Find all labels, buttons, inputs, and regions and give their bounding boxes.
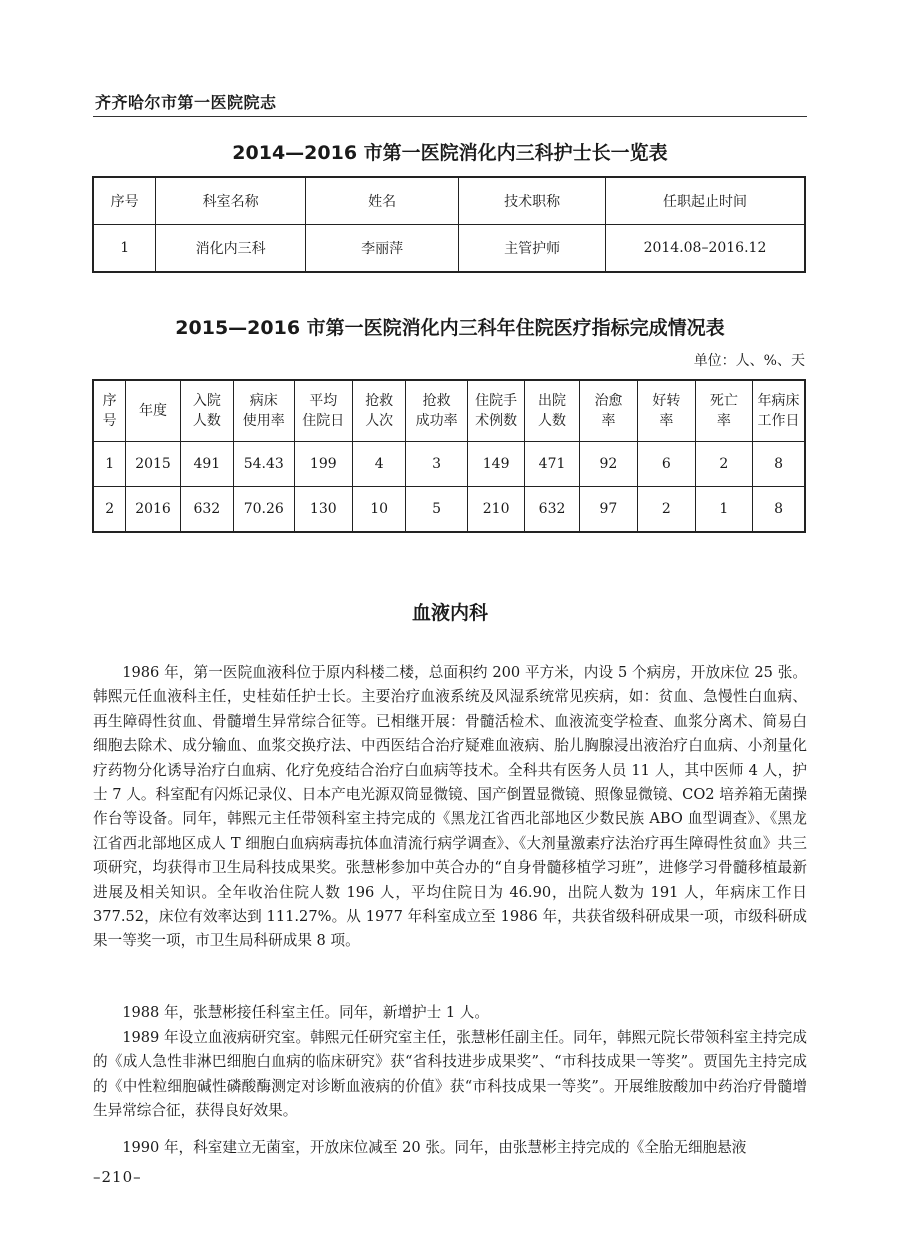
page-number: –210– bbox=[93, 1168, 142, 1186]
table2-header-cell: 平均 住院日 bbox=[294, 380, 352, 442]
table2-header-cell: 死亡 率 bbox=[695, 380, 752, 442]
table2-header-cell: 入院 人数 bbox=[180, 380, 233, 442]
table-row bbox=[93, 442, 805, 487]
table2-header-cell: 年度 bbox=[126, 380, 180, 442]
header-rule bbox=[93, 116, 807, 117]
table-cell: 10 bbox=[353, 487, 406, 533]
table-cell: 2014.08–2016.12 bbox=[605, 225, 805, 273]
table2-header-cell: 抢救 人次 bbox=[353, 380, 406, 442]
table2-header-cell: 序 号 bbox=[93, 380, 126, 442]
table-cell: 632 bbox=[180, 487, 233, 533]
table-cell: 消化内三科 bbox=[156, 225, 306, 273]
table-cell: 2016 bbox=[126, 487, 180, 533]
table2-header-row bbox=[93, 380, 805, 442]
table1-header-cell: 任职起止时间 bbox=[605, 177, 805, 225]
table-row bbox=[93, 487, 805, 533]
table1-header-row bbox=[93, 177, 805, 225]
table-cell: 97 bbox=[579, 487, 637, 533]
section-title: 血液内科 bbox=[411, 602, 488, 624]
table-cell: 491 bbox=[180, 442, 233, 487]
table-cell: 2015 bbox=[126, 442, 180, 487]
table-cell: 3 bbox=[406, 442, 468, 487]
table-cell: 主管护师 bbox=[459, 225, 606, 273]
table-cell: 199 bbox=[294, 442, 352, 487]
table-cell: 92 bbox=[579, 442, 637, 487]
table1-title: 2014—2016 市第一医院消化内三科护士长一览表 bbox=[232, 142, 668, 164]
table-cell: 210 bbox=[467, 487, 524, 533]
table2-title: 2015—2016 市第一医院消化内三科年住院医疗指标完成情况表 bbox=[175, 317, 725, 339]
table-cell: 1 bbox=[695, 487, 752, 533]
table2-unit-note: 单位：人、%、天 bbox=[693, 353, 805, 369]
table2-header-cell: 出院 人数 bbox=[525, 380, 579, 442]
table-cell: 54.43 bbox=[234, 442, 295, 487]
table-cell: 6 bbox=[638, 442, 695, 487]
table2-header-cell: 病床 使用率 bbox=[234, 380, 295, 442]
table-cell: 130 bbox=[294, 487, 352, 533]
table-cell: 2 bbox=[93, 487, 126, 533]
table2-header-cell: 年病床 工作日 bbox=[753, 380, 805, 442]
table2-header-cell: 治愈 率 bbox=[579, 380, 637, 442]
body-paragraph: 1990 年，科室建立无菌室，开放床位减至 20 张。同年，由张慧彬主持完成的《全胎无细胞悬液 bbox=[122, 1139, 747, 1156]
table-cell: 632 bbox=[525, 487, 579, 533]
table1-header-cell: 技术职称 bbox=[459, 177, 606, 225]
table-cell: 1 bbox=[93, 442, 126, 487]
table1-header-cell: 科室名称 bbox=[156, 177, 306, 225]
table2-header-cell: 好转 率 bbox=[638, 380, 695, 442]
running-head: 齐齐哈尔市第一医院院志 bbox=[95, 93, 277, 112]
head-nurse-table bbox=[92, 176, 806, 273]
table-cell: 471 bbox=[525, 442, 579, 487]
table-cell: 4 bbox=[353, 442, 406, 487]
body-paragraph: 1989 年设立血液病研究室。韩熙元任研究室主任，张慧彬任副主任。同年，韩熙元院长带领科室主持完成的《成人急性非淋巴细胞白血病的临床研究》获“省科技进步成果奖”、“市科技成果一等奖”。贾国先主持完成的《中性粒细胞碱性磷酸酶测定对诊断血液病的价值》获“市科技成果一等奖”。开展维胺酸加中药治疗骨髓增生异常综合征，获得良好效果。 bbox=[93, 1029, 807, 1120]
body-paragraph: 1988 年，张慧彬接任科室主任。同年，新增护士 1 人。 bbox=[122, 1004, 489, 1021]
inpatient-indicator-table bbox=[92, 379, 806, 533]
table-cell: 8 bbox=[753, 442, 805, 487]
table-cell: 1 bbox=[93, 225, 156, 273]
table1-header-cell: 序号 bbox=[93, 177, 156, 225]
table-row bbox=[93, 225, 805, 273]
table-cell: 2 bbox=[695, 442, 752, 487]
table-cell: 李丽萍 bbox=[305, 225, 459, 273]
table2-header-cell: 住院手 术例数 bbox=[467, 380, 524, 442]
table1-header-cell: 姓名 bbox=[305, 177, 459, 225]
body-paragraph: 1986 年，第一医院血液科位于原内科楼二楼，总面积约 200 平方米，内设 5 个病房，开放床位 25 张。韩熙元任血液科主任，史桂茹任护士长。主要治疗血液系统及风湿系统常见疾病，如：贫血、急慢性白血病、再生障碍性贫血、骨髓增生异常综合征等。已相继开展：骨髓活检术、血液流变学检查、血浆分离术、简易白细胞去除术、成分输血、血浆交换疗法、中西医结合治疗疑难血液病、胎儿胸腺浸出液治疗白血病、小剂量化疗药物分化诱导治疗白血病、化疗免疫结合治疗白血病等技术。全科共有医务人员 11 人，其中医师 4 人，护士 7 人。科室配有闪烁记录仪、日本产电光源双筒显微镜、国产倒置显微镜、照像显微镜、CO2 培养箱无菌操作台等设备。同年，韩熙元主任带领科室主持完成的《黑龙江省西北部地区少数民族 ABO 血型调查》、《黑龙江省西北部地区成人 T 细胞白血病病毒抗体血清流行病学调查》、《大剂量激素疗法治疗再生障碍性贫血》共三项研究，均获得市卫生局科技成果奖。张慧彬参加中英合办的“自身骨髓移植学习班”，进修学习骨髓移植最新进展及相关知识。全年收治住院人数 196 人，平均住院日为 46.90，出院人数为 191 人，年病床工作日 377.52，床位有效率达到 111.27%。从 1977 年科室成立至 1986 年，共获省级科研成果一项，市级科研成果一等奖一项，市卫生局科研成果 8 项。 bbox=[93, 664, 807, 950]
table-cell: 149 bbox=[467, 442, 524, 487]
table-cell: 2 bbox=[638, 487, 695, 533]
table2-header-cell: 抢救 成功率 bbox=[406, 380, 468, 442]
table-cell: 5 bbox=[406, 487, 468, 533]
table-cell: 8 bbox=[753, 487, 805, 533]
table-cell: 70.26 bbox=[234, 487, 295, 533]
